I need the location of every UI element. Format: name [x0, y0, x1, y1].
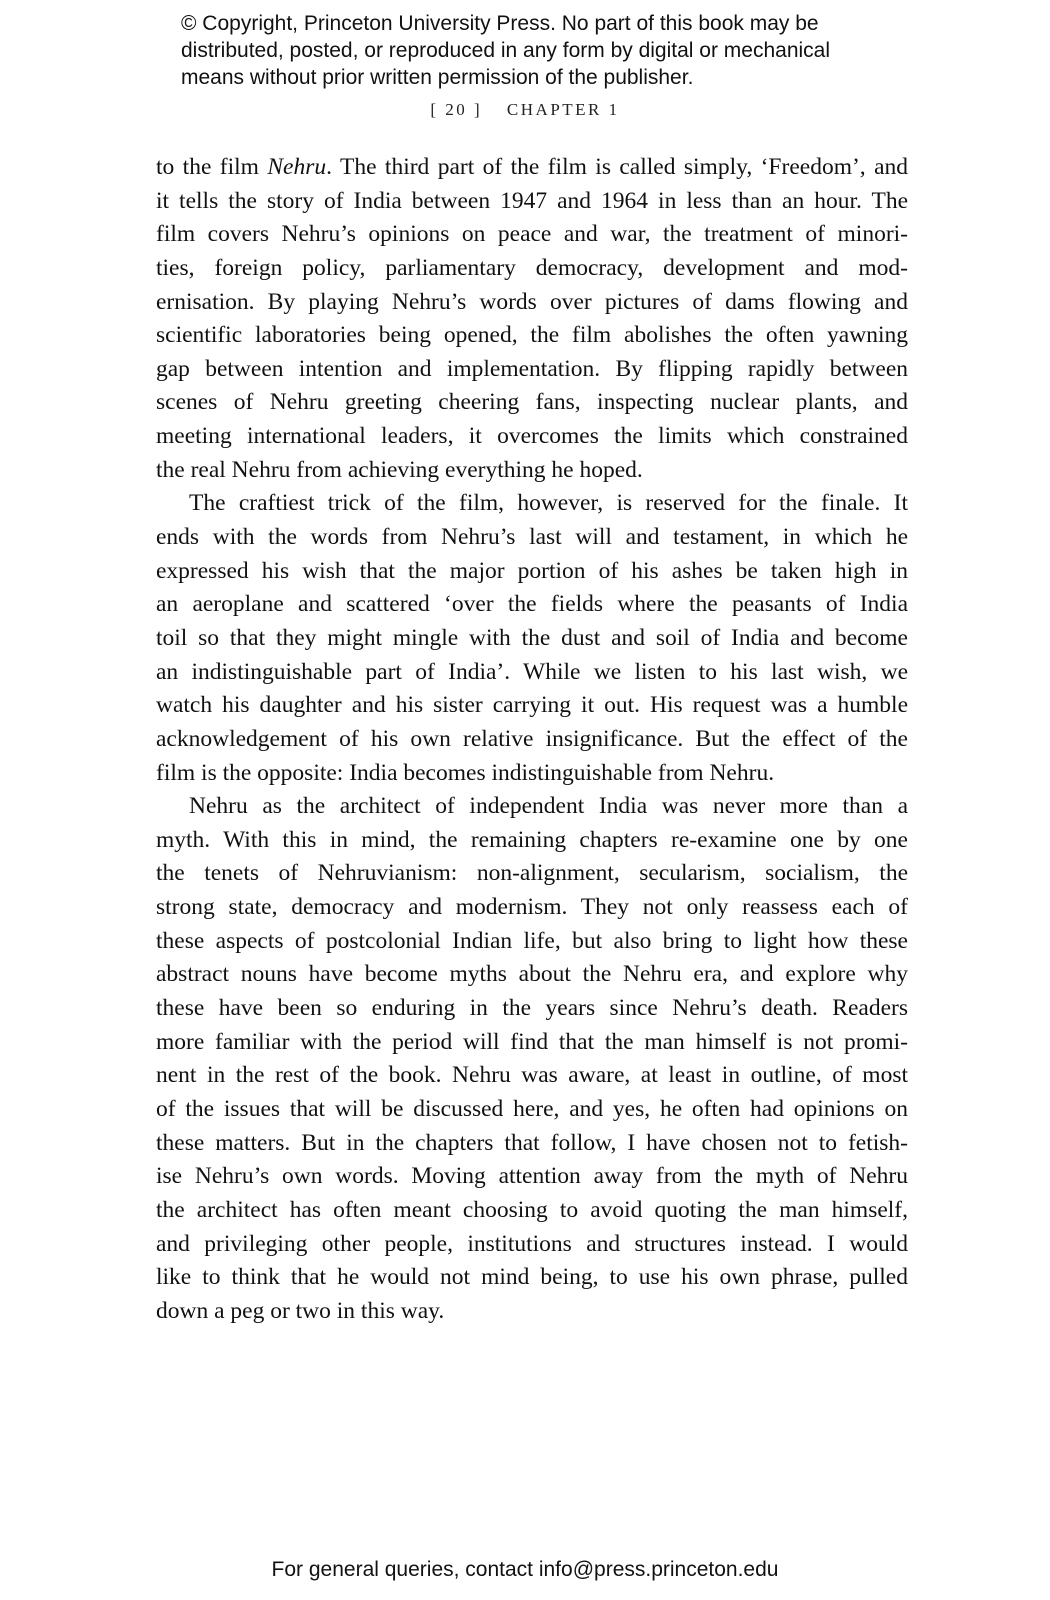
- text-line: it tells the story of India between 1947 and 1964 in less than an hour. The: [156, 187, 908, 214]
- text-line: like to think that he would not mind being, to use his own phrase, pulled: [156, 1264, 908, 1291]
- copyright-line: © Copyright, Princeton University Press. No part of this book may be: [181, 12, 819, 35]
- copyright-line: distributed, posted, or reproduced in any form by digital or mechanical: [181, 39, 831, 62]
- text-line: abstract nouns have become myths about the Nehru era, and explore why: [156, 961, 908, 988]
- film-title: Nehru: [267, 154, 327, 180]
- text-line: acknowledgement of his own relative insignificance. But the effect of the: [156, 725, 908, 752]
- text-line: film is the opposite: India becomes indistinguishable from Nehru.: [156, 759, 775, 786]
- text-line: scientific laboratories being opened, the film abolishes the often yawning: [156, 322, 908, 349]
- text-line: these have been so enduring in the years since Nehru’s death. Readers: [156, 995, 908, 1022]
- text-line: gap between intention and implementation. By flipping rapidly between: [156, 355, 908, 382]
- text-line: ernisation. By playing Nehru’s words over pictures of dams flowing and: [156, 288, 908, 315]
- text-line: watch his daughter and his sister carrying it out. His request was a humble: [156, 692, 908, 719]
- text-line: more familiar with the period will find that the man himself is not promi-: [156, 1028, 908, 1055]
- text-line: strong state, democracy and modernism. They not only reassess each of: [156, 894, 908, 921]
- text-line: meeting international leaders, it overcomes the limits which constrained: [156, 423, 908, 450]
- text-line: film covers Nehru’s opinions on peace and war, the treatment of minori-: [156, 221, 908, 248]
- text-line: these aspects of postcolonial Indian life, but also bring to light how these: [156, 927, 908, 954]
- text-line: ise Nehru’s own words. Moving attention away from the myth of Nehru: [156, 1163, 908, 1190]
- text-line: to the film Nehru. The third part of the film is called simply, ‘Freedom’, and: [156, 154, 909, 180]
- text-line: of the issues that will be discussed here, and yes, he often had opinions on: [156, 1095, 908, 1122]
- text-line: an aeroplane and scattered ‘over the fields where the peasants of India: [156, 591, 908, 618]
- paragraph: [156, 151, 908, 487]
- chapter-label: CHAPTER 1: [506, 100, 620, 119]
- paragraph: [156, 790, 908, 1328]
- text-line: Nehru as the architect of independent India was never more than a: [189, 793, 908, 820]
- paragraph: [156, 487, 908, 790]
- text-line: an indistinguishable part of India’. While we listen to his last wish, we: [156, 658, 908, 685]
- body-text: [156, 151, 908, 1328]
- text-line: the real Nehru from achieving everything he hoped.: [156, 456, 643, 483]
- copyright-notice: [181, 10, 941, 91]
- running-head: [0, 100, 1050, 120]
- text-line: ties, foreign policy, parliamentary democracy, development and mod-: [156, 254, 908, 281]
- text-line: scenes of Nehru greeting cheering fans, inspecting nuclear plants, and: [156, 389, 908, 416]
- page-number: [ 20 ]: [430, 100, 483, 119]
- copyright-line: means without prior written permission of the publisher.: [181, 66, 694, 89]
- text-line: myth. With this in mind, the remaining chapters re-examine one by one: [156, 826, 908, 853]
- text-line: the tenets of Nehruvianism: non-alignment, secularism, socialism, the: [156, 860, 908, 887]
- text-line: the architect has often meant choosing to avoid quoting the man himself,: [156, 1196, 908, 1223]
- text-line: ends with the words from Nehru’s last will and testament, in which he: [156, 524, 908, 551]
- footer-contact: For general queries, contact info@press.princeton.edu: [271, 1558, 779, 1581]
- text-line: toil so that they might mingle with the dust and soil of India and become: [156, 624, 908, 651]
- text-line: and privileging other people, institutions and structures instead. I would: [156, 1230, 908, 1257]
- text-line: expressed his wish that the major portion of his ashes be taken high in: [156, 557, 908, 584]
- text-line: down a peg or two in this way.: [156, 1297, 445, 1324]
- text-line: The craftiest trick of the film, however, is reserved for the finale. It: [189, 490, 908, 517]
- text-line: these matters. But in the chapters that follow, I have chosen not to fetish-: [156, 1129, 908, 1156]
- text-line: nent in the rest of the book. Nehru was aware, at least in outline, of most: [156, 1062, 908, 1089]
